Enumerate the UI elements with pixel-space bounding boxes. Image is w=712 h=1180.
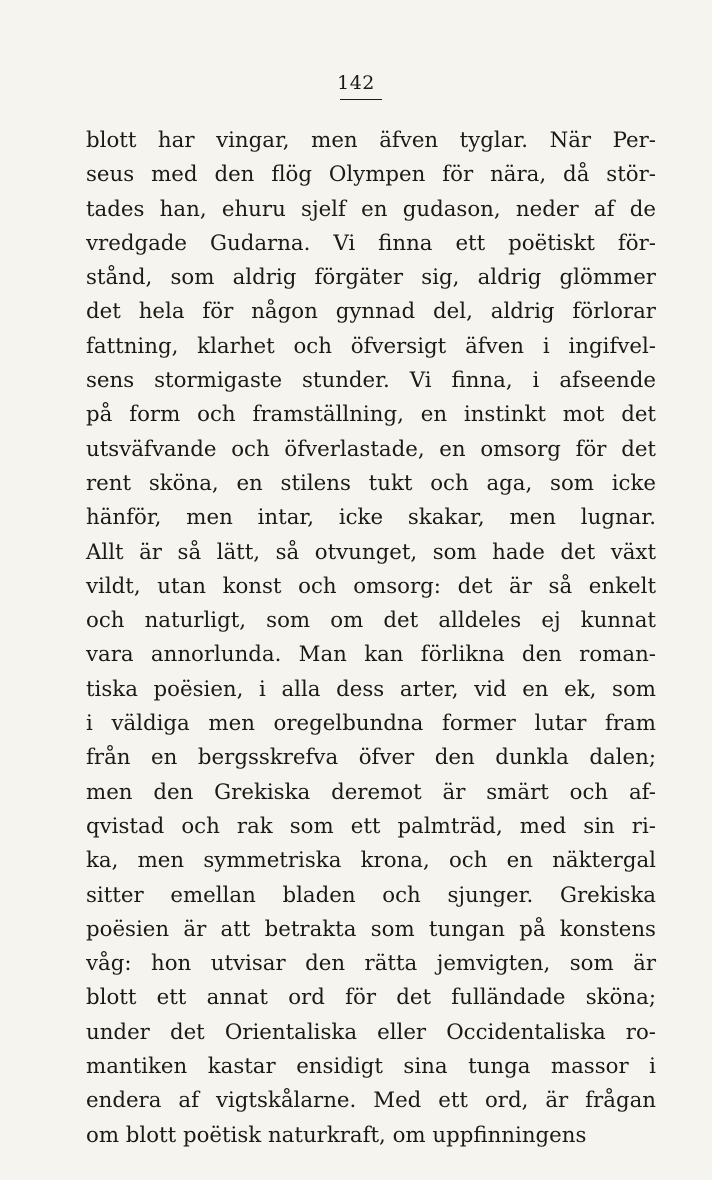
page-number-rule: [340, 99, 382, 100]
text-line: rent sköna, en stilens tukt och aga, som icke: [86, 470, 656, 496]
text-line: om blott poëtisk naturkraft, om uppfinningens: [86, 1122, 587, 1148]
text-line: och naturligt, som om det alldeles ej kunnat: [86, 608, 656, 634]
text-line: från en bergsskrefva öfver den dunkla dalen;: [86, 745, 656, 771]
text-line: hänför, men intar, icke skakar, men lugnar.: [86, 505, 656, 531]
text-line: våg: hon utvisar den rätta jemvigten, som är: [86, 951, 656, 977]
body-text: [86, 124, 656, 1153]
text-line: fattning, klarhet och öfversigt äfven i ingifvel-: [86, 333, 656, 359]
text-line: mantiken kastar ensidigt sina tunga massor i: [86, 1054, 656, 1080]
text-line: blott har vingar, men äfven tyglar. När Per-: [86, 128, 656, 153]
text-line: tades han, ehuru sjelf en gudason, neder af de: [86, 196, 656, 222]
text-line: blott ett annat ord för det fulländade sköna;: [86, 985, 656, 1011]
text-line: ka, men symmetriska krona, och en näktergal: [86, 848, 656, 874]
text-line: sitter emellan bladen och sjunger. Grekiska: [86, 882, 656, 908]
text-line: sens stormigaste stunder. Vi finna, i afseende: [86, 368, 656, 394]
text-line: vredgade Gudarna. Vi finna ett poëtiskt för-: [86, 230, 656, 256]
text-line: poësien är att betrakta som tungan på konstens: [86, 916, 656, 942]
text-line: qvistad och rak som ett palmträd, med sin ri-: [86, 813, 656, 839]
text-line: på form och framställning, en instinkt mot det: [86, 402, 656, 428]
text-line: tiska poësien, i alla dess arter, vid en ek, som: [86, 676, 656, 702]
text-line: vara annorlunda. Man kan förlikna den roman-: [86, 642, 656, 668]
text-line: i väldiga men oregelbundna former lutar fram: [86, 711, 656, 737]
page-number: 142: [337, 72, 375, 94]
text-line: det hela för någon gynnad del, aldrig förlorar: [86, 299, 656, 325]
text-line: men den Grekiska deremot är smärt och af-: [86, 779, 656, 805]
text-line: under det Orientaliska eller Occidentaliska ro-: [86, 1019, 656, 1045]
text-line: stånd, som aldrig förgäter sig, aldrig glömmer: [86, 265, 656, 291]
text-line: endera af vigtskålarne. Med ett ord, är frågan: [86, 1088, 656, 1114]
text-line: vildt, utan konst och omsorg: det är så enkelt: [86, 573, 656, 599]
text-line: seus med den flög Olympen för nära, då stör-: [86, 162, 656, 188]
text-line: utsväfvande och öfverlastade, en omsorg för det: [86, 436, 656, 462]
text-line: Allt är så lätt, så otvunget, som hade det växt: [86, 539, 656, 565]
